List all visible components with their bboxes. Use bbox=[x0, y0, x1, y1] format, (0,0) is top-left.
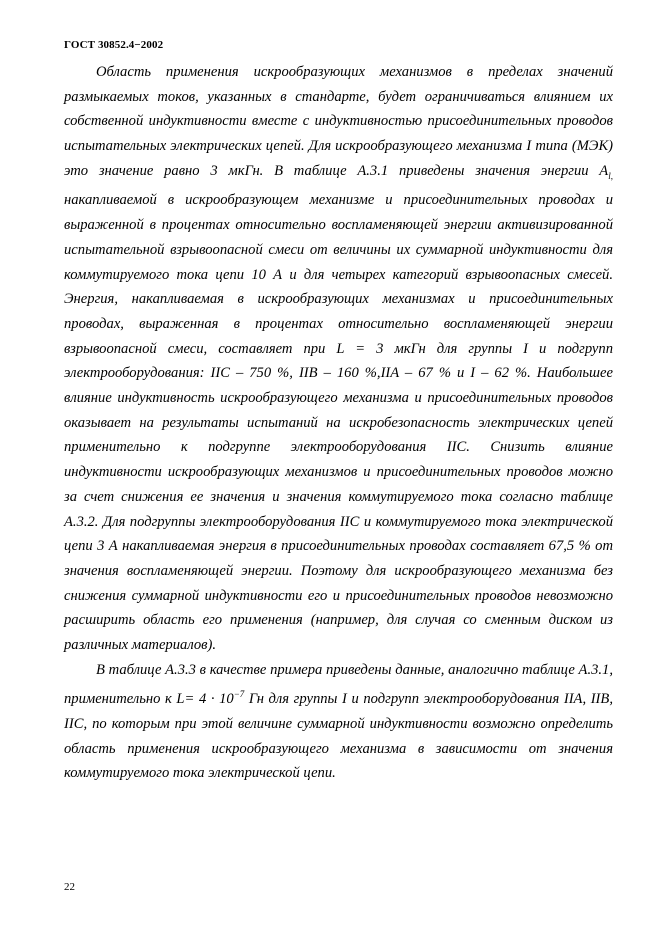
paragraph-text: Область применения искрообразующих механизмов в пределах значений размыкаемых токов, указанных в стандарте, будет ограничиваться влиянием их собственной индуктивности вместе с индуктивностью присоединительных проводов испытательных электрических цепей. Для искрообразующего механизма I типа (МЭК) это значение равно 3 мкГн. В таблице А.3.1 приведены значения энергии A bbox=[64, 64, 613, 179]
document-header: ГОСТ 30852.4−2002 bbox=[64, 39, 164, 51]
paragraph-text-continued: накапливаемой в искрообразующем механизме и присоединительных проводах и выраженной в процентах относительно воспламеняющей энергии активизированной испытательной взрывоопасной смеси от величины их суммарной индуктивности для коммутируемого тока цепи 10 А и для четырех категорий взрывоопасных смесей. Энергия, накапливаемая в искрообразующих механизмах и присоединительных проводах, выраженная в процентах относительно воспламеняющей энергии взрывоопасной смеси, составляет при L = 3 мкГн для группы I и подгрупп электрооборудования: IIC – 750 %, IIB – 160 %,IIA – 67 % и I – 62 %. Наибольшее влияние индуктивность искрообразующего механизма и присоединительных проводов оказывает на результаты испытаний на искробезопасность электрических цепей применительно к подгруппе электрооборудования IIC. Снизить влияние индуктивности искрообразующих механизмов и присоединительных проводов можно за счет снижения ее значения и значения коммутируемого тока согласно таблице А.3.2. Для подгруппы электрооборудования IIC и коммутируемого тока электрической цепи 3 А накапливаемая энергия в присоединительных проводах составляет 67,5 % от значения воспламеняющей энергии. Поэтому для искрообразующего механизма без снижения суммарной индуктивности его и присоединительных проводов невозможно расширить область его применения (например, для случая со сменным диском из различных материалов). bbox=[64, 192, 613, 654]
paragraph-text: В таблице А.3.3 в качестве примера приведены данные, аналогично таблице А.3.1, применительно к L= 4 · 10 bbox=[64, 661, 613, 708]
document-body bbox=[64, 60, 613, 786]
paragraph-text-continued: Гн для группы I и подгрупп электрооборудования IIA, IIB, IIC, по которым при этой величине суммарной индуктивности возможно определить область применения искрообразующего механизма в зависимости от значения коммутируемого тока электрической цепи. bbox=[64, 691, 613, 782]
paragraph bbox=[64, 60, 613, 658]
exponent-superscript: −7 bbox=[233, 689, 245, 700]
page-number: 22 bbox=[64, 881, 75, 893]
paragraph bbox=[64, 658, 613, 786]
energy-subscript: l, bbox=[608, 170, 613, 181]
